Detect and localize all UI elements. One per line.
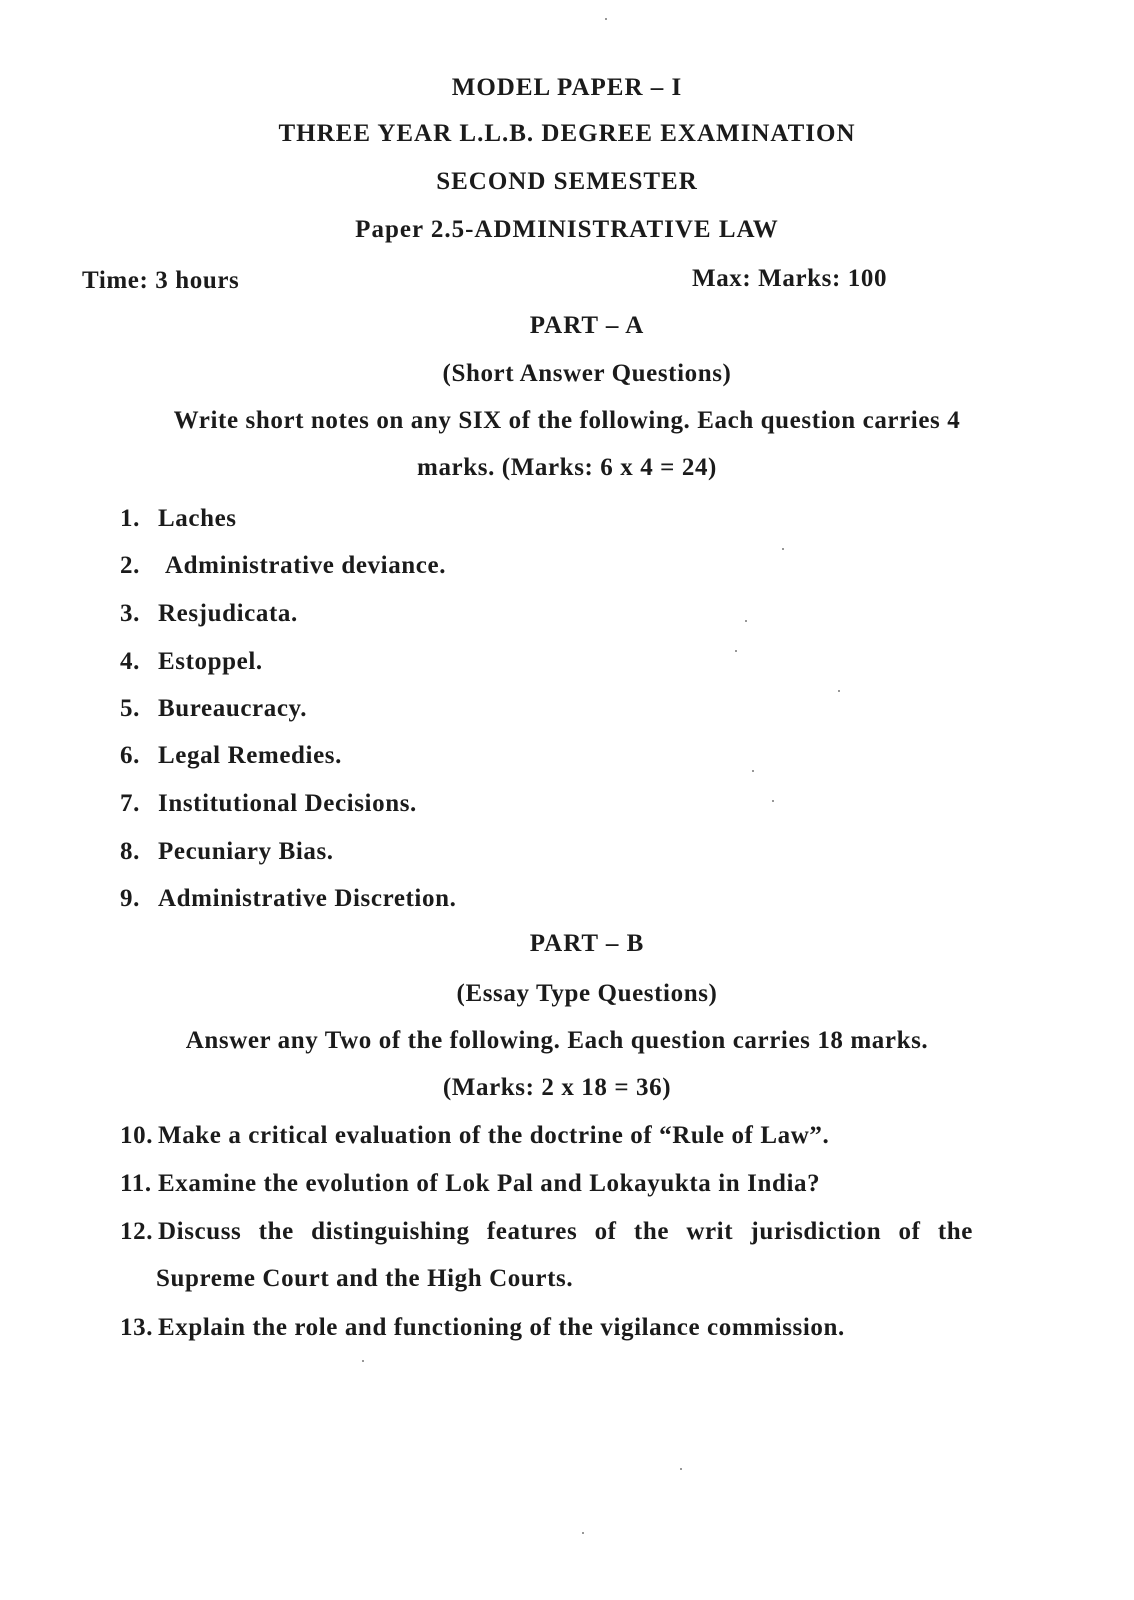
time-label: Time: 3 hours [82,267,240,294]
word: of [898,1218,921,1245]
question-number: 10. [120,1122,154,1149]
question-text: Bureaucracy. [158,695,308,722]
question-number: 5. [120,695,140,722]
list-item [120,600,298,628]
scan-speck [772,800,774,802]
question-text [158,1218,973,1246]
word: the [258,1218,294,1245]
scan-speck [362,1360,364,1362]
question-text: Pecuniary Bias. [158,838,334,865]
question-text: Explain the role and functioning of the vigilance commission. [158,1314,845,1341]
paper-subject: Paper 2.5-ADMINISTRATIVE LAW [355,216,779,243]
word: jurisdiction [750,1218,882,1245]
word: features [486,1218,578,1245]
semester-label: SECOND SEMESTER [436,168,698,195]
part-b-instruction-line1: Answer any Two of the following. Each question carries 18 marks. [185,1027,929,1054]
question-number: 3. [120,600,140,627]
scan-speck [605,18,607,20]
question-text: Institutional Decisions. [158,790,417,817]
question-number: 2. [120,552,140,579]
word: writ [686,1218,734,1245]
word: the [937,1218,973,1245]
list-item [120,1170,820,1198]
paper-title: MODEL PAPER – I [451,74,683,101]
scan-speck [745,620,747,622]
question-number: 6. [120,742,140,769]
list-item [120,790,417,818]
part-b-title: PART – B [529,930,645,957]
scan-speck [680,1468,682,1470]
question-number: 11. [120,1170,152,1197]
list-item [120,1122,829,1150]
exam-name: THREE YEAR L.L.B. DEGREE EXAMINATION [278,120,856,147]
question-number: 13. [120,1314,154,1341]
word: Discuss [158,1218,242,1245]
list-item [120,742,342,770]
list-item [120,1314,845,1342]
question-text: Resjudicata. [158,600,298,627]
list-item [120,838,334,866]
word: the [633,1218,670,1245]
list-item [120,1218,973,1246]
list-item [120,505,237,533]
word: distinguishing [311,1218,470,1245]
part-b-instruction-line2: (Marks: 2 x 18 = 36) [442,1074,672,1101]
question-text: Laches [158,505,237,532]
list-item [120,695,307,723]
question-text: Administrative deviance. [165,552,447,579]
scan-speck [782,548,784,550]
question-number: 8. [120,838,140,865]
question-text: Make a critical evaluation of the doctrine of “Rule of Law”. [158,1122,830,1149]
question-text: Administrative Discretion. [158,885,457,912]
question-text: Examine the evolution of Lok Pal and Lokayukta in India? [158,1170,821,1197]
part-b-subtitle: (Essay Type Questions) [456,980,718,1007]
scan-speck [735,650,737,652]
question-number: 4. [120,648,140,675]
list-item [120,648,263,676]
part-a-instruction-line2: marks. (Marks: 6 x 4 = 24) [417,454,717,481]
question-text: Estoppel. [158,648,263,675]
scan-speck [752,770,754,772]
question-continuation: Supreme Court and the High Courts. [156,1265,574,1292]
part-a-subtitle: (Short Answer Questions) [442,360,732,387]
part-a-instruction-line1: Write short notes on any SIX of the following. Each question carries 4 [173,407,961,434]
part-a-title: PART – A [529,312,645,339]
question-number: 7. [120,790,140,817]
list-item [120,552,446,580]
question-number: 9. [120,885,140,912]
word: of [594,1218,617,1245]
question-number: 1. [120,505,140,532]
scan-speck [582,1532,584,1534]
question-text: Legal Remedies. [158,742,342,769]
list-item [120,885,456,913]
max-marks-label: Max: Marks: 100 [692,265,888,292]
scan-speck [838,690,840,692]
question-number: 12. [120,1218,154,1245]
